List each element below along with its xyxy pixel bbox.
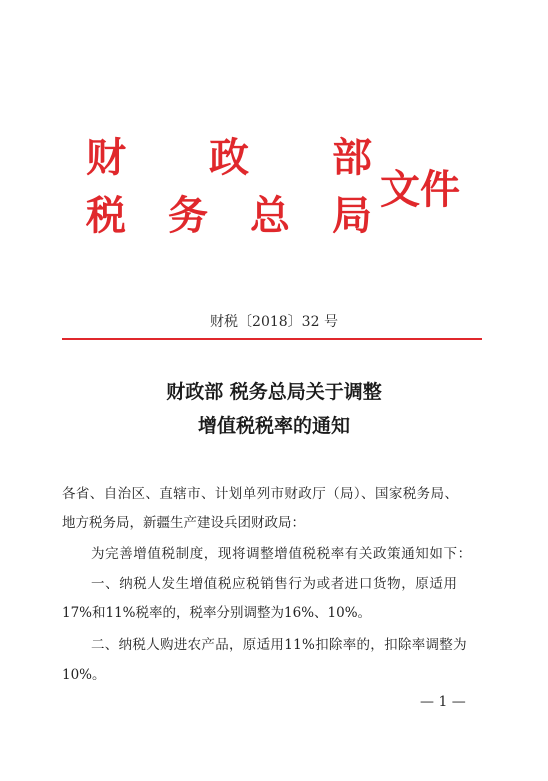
document-title-line1: 财政部 税务总局关于调整 (166, 381, 382, 403)
header-org-ministry-of-finance: 财 政 部 (86, 134, 373, 181)
page-number: — 1 — (420, 694, 466, 710)
document-number: 财税〔2018〕32 号 (210, 314, 338, 330)
item2-line1: 二、纳税人购进农产品，原适用11%扣除率的，扣除率调整为 (91, 637, 467, 653)
item1-line1: 一、纳税人发生增值税应税销售行为或者进口货物，原适用 (91, 576, 458, 592)
document-title-line2: 增值税税率的通知 (197, 415, 350, 437)
header-doc-type: 文件 (380, 166, 460, 213)
item2-line2: 10%。 (62, 667, 106, 683)
red-divider-line (62, 338, 482, 340)
addressee-line1: 各省、自治区、直辖市、计划单列市财政厅（局）、国家税务局、 (62, 486, 459, 502)
intro-paragraph: 为完善增值税制度，现将调整增值税税率有关政策通知如下： (91, 546, 472, 562)
addressee-line2: 地方税务局，新疆生产建设兵团财政局： (62, 515, 305, 531)
header-org-tax-administration: 税 务 总 局 (86, 192, 373, 239)
item1-line2: 17%和11%税率的，税率分别调整为16%、10%。 (62, 605, 372, 621)
